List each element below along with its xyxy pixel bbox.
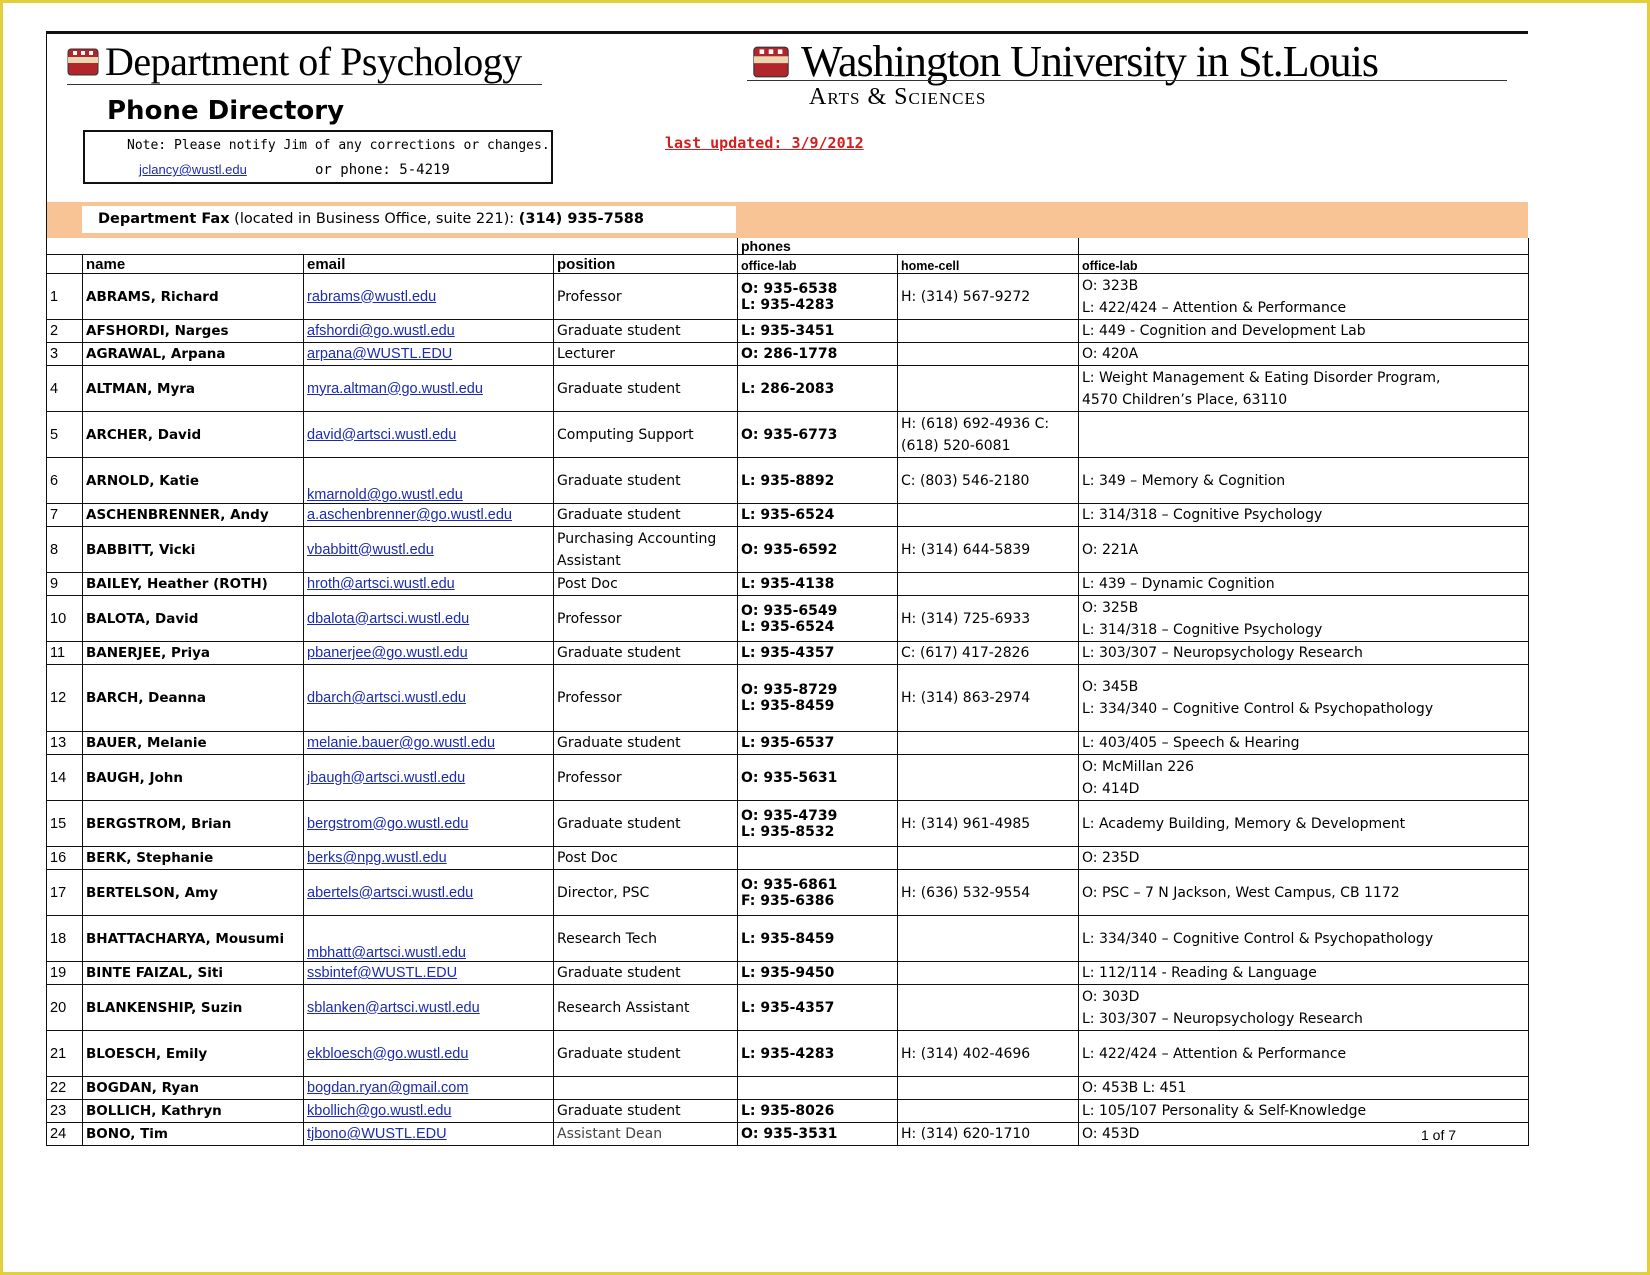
university-title: Washington University in St.Louis: [747, 36, 1378, 87]
room-line: O: 414D: [1082, 780, 1140, 797]
email-cell: [304, 504, 554, 527]
office-lab-phone: [738, 527, 898, 573]
email-link[interactable]: tjbono@WUSTL.EDU: [307, 1126, 447, 1142]
office-lab-phone: [738, 1100, 898, 1123]
table-row: [47, 573, 1529, 596]
office-lab-room: [1079, 985, 1529, 1031]
email-link[interactable]: david@artsci.wustl.edu: [307, 426, 457, 443]
fax-band: [46, 202, 1528, 238]
email-cell: [304, 1031, 554, 1077]
office-lab-phone: [738, 366, 898, 412]
email-cell: [304, 573, 554, 596]
column-header-row: [47, 255, 1529, 274]
office-lab-phone: [738, 504, 898, 527]
email-cell: [304, 458, 554, 504]
person-name: BABBITT, Vicki: [83, 527, 304, 573]
phone-line: O: 935-6592: [741, 541, 838, 558]
row-number: 22: [47, 1077, 83, 1100]
row-number: 21: [47, 1031, 83, 1077]
email-link[interactable]: afshordi@go.wustl.edu: [307, 323, 455, 339]
email-cell: [304, 801, 554, 847]
col-position: position: [554, 255, 738, 274]
email-link[interactable]: hroth@artsci.wustl.edu: [307, 576, 455, 592]
email-link[interactable]: berks@npg.wustl.edu: [307, 850, 447, 866]
email-link[interactable]: bergstrom@go.wustl.edu: [307, 815, 469, 832]
office-lab-room: [1079, 732, 1529, 755]
person-name: BERK, Stephanie: [83, 847, 304, 870]
email-cell: [304, 755, 554, 801]
phone-line: L: 935-3451: [741, 323, 835, 339]
home-cell-phone: [898, 732, 1079, 755]
office-lab-room: [1079, 962, 1529, 985]
office-lab-phone: [738, 916, 898, 962]
row-number: 2: [47, 320, 83, 343]
email-cell: [304, 320, 554, 343]
phones-group-header: phones: [738, 238, 1079, 255]
position: Graduate student: [554, 458, 738, 504]
email-cell: [304, 847, 554, 870]
person-name: BONO, Tim: [83, 1123, 304, 1146]
phone-line: L: 935-6524: [741, 507, 835, 523]
office-lab-phone: [738, 732, 898, 755]
directory-table: [46, 238, 1529, 1146]
email-cell: [304, 916, 554, 962]
room-line: L: 422/424 – Attention & Performance: [1082, 1045, 1347, 1062]
home-cell-phone: H: (314) 620-1710: [898, 1123, 1079, 1146]
office-lab-phone: [738, 320, 898, 343]
room-line: O: 235D: [1082, 850, 1140, 866]
position: Purchasing Accounting Assistant: [554, 527, 738, 573]
email-link[interactable]: kmarnold@go.wustl.edu: [307, 487, 463, 503]
email-link[interactable]: abertels@artsci.wustl.edu: [307, 884, 474, 901]
room-line: L: 314/318 – Cognitive Psychology: [1082, 507, 1323, 523]
note-text: Note: Please notify Jim of any corrections or changes.: [127, 138, 550, 153]
page-number: 1 of 7: [1421, 1127, 1457, 1143]
office-lab-phone: [738, 596, 898, 642]
phone-line: O: 935-6861: [741, 876, 838, 893]
room-line: O: 453B L: 451: [1082, 1080, 1187, 1096]
office-lab-phone: [738, 870, 898, 916]
office-lab-phone: [738, 573, 898, 596]
home-cell-phone: [898, 320, 1079, 343]
position: Graduate student: [554, 642, 738, 665]
office-lab-room: [1079, 755, 1529, 801]
row-number: 15: [47, 801, 83, 847]
email-link[interactable]: vbabbitt@wustl.edu: [307, 541, 434, 558]
position: [554, 1077, 738, 1100]
person-name: ABRAMS, Richard: [83, 274, 304, 320]
office-lab-room: [1079, 527, 1529, 573]
office-lab-room: [1079, 320, 1529, 343]
room-line: L: 334/340 – Cognitive Control & Psychopathology: [1082, 701, 1434, 717]
email-link[interactable]: pbanerjee@go.wustl.edu: [307, 645, 468, 661]
table-row: [47, 412, 1529, 458]
room-line: O: 303D: [1082, 988, 1140, 1005]
phone-line: L: 935-8532: [741, 823, 835, 840]
table-row: [47, 274, 1529, 320]
room-line: L: 303/307 – Neuropsychology Research: [1082, 645, 1363, 661]
room-line: L: Academy Building, Memory & Development: [1082, 815, 1406, 832]
person-name: BHATTACHARYA, Mousumi: [83, 916, 304, 962]
table-row: [47, 870, 1529, 916]
office-lab-room: [1079, 916, 1529, 962]
phone-line: O: 935-3531: [741, 1126, 838, 1142]
room-line: L: 403/405 – Speech & Hearing: [1082, 735, 1300, 751]
home-cell-phone: [898, 985, 1079, 1031]
person-name: BOGDAN, Ryan: [83, 1077, 304, 1100]
office-lab-room: [1079, 412, 1529, 458]
row-number: 23: [47, 1100, 83, 1123]
table-row: [47, 1077, 1529, 1100]
table-row: [47, 504, 1529, 527]
table-row: [47, 665, 1529, 732]
room-line: O: 345B: [1082, 679, 1139, 695]
row-number: 9: [47, 573, 83, 596]
office-lab-phone: [738, 985, 898, 1031]
person-name: BAUGH, John: [83, 755, 304, 801]
table-row: [47, 596, 1529, 642]
office-lab-room: [1079, 573, 1529, 596]
office-lab-room: [1079, 343, 1529, 366]
row-number: 11: [47, 642, 83, 665]
email-cell: [304, 1100, 554, 1123]
office-lab-room: [1079, 274, 1529, 320]
room-line: L: 449 - Cognition and Development Lab: [1082, 323, 1366, 339]
office-lab-room: [1079, 1031, 1529, 1077]
person-name: BOLLICH, Kathryn: [83, 1100, 304, 1123]
row-number: 17: [47, 870, 83, 916]
home-cell-phone: [898, 1100, 1079, 1123]
position: Graduate student: [554, 320, 738, 343]
room-line: O: 325B: [1082, 599, 1139, 616]
last-updated: last updated: 3/9/2012: [665, 134, 864, 152]
position: Post Doc: [554, 847, 738, 870]
email-cell: [304, 366, 554, 412]
email-link[interactable]: sblanken@artsci.wustl.edu: [307, 999, 480, 1016]
position: Graduate student: [554, 1031, 738, 1077]
department-title: Department of Psychology: [67, 38, 522, 85]
home-cell-phone: [898, 366, 1079, 412]
page-header: [46, 34, 1528, 202]
email-link[interactable]: myra.altman@go.wustl.edu: [307, 380, 483, 397]
person-name: ARNOLD, Katie: [83, 458, 304, 504]
email-link[interactable]: ekbloesch@go.wustl.edu: [307, 1045, 469, 1062]
email-link[interactable]: mbhatt@artsci.wustl.edu: [307, 945, 466, 961]
university-shield-icon: [67, 48, 99, 76]
table-row: [47, 755, 1529, 801]
email-cell: [304, 412, 554, 458]
email-link[interactable]: bogdan.ryan@gmail.com: [307, 1080, 469, 1096]
position: Graduate student: [554, 732, 738, 755]
email-link[interactable]: a.aschenbrenner@go.wustl.edu: [307, 507, 512, 523]
row-number: 1: [47, 274, 83, 320]
row-number: 14: [47, 755, 83, 801]
phone-line: O: 286-1778: [741, 346, 838, 362]
office-lab-room: [1079, 1123, 1529, 1146]
row-number: 6: [47, 458, 83, 504]
position: Post Doc: [554, 573, 738, 596]
home-cell-phone: [898, 343, 1079, 366]
home-cell-phone: [898, 755, 1079, 801]
email-link[interactable]: kbollich@go.wustl.edu: [307, 1103, 452, 1119]
position: Lecturer: [554, 343, 738, 366]
row-number: 20: [47, 985, 83, 1031]
row-number: 4: [47, 366, 83, 412]
email-cell: [304, 870, 554, 916]
row-number: 3: [47, 343, 83, 366]
phone-line: L: 286-2083: [741, 380, 835, 397]
office-lab-room: [1079, 596, 1529, 642]
table-row: [47, 985, 1529, 1031]
table-row: [47, 1123, 1529, 1146]
email-cell: [304, 732, 554, 755]
row-number: 5: [47, 412, 83, 458]
position: Professor: [554, 596, 738, 642]
phone-line: L: 935-9450: [741, 965, 835, 981]
room-line: O: PSC – 7 N Jackson, West Campus, CB 1172: [1082, 884, 1400, 901]
phone-line: L: 935-8459: [741, 930, 835, 947]
room-line: L: 349 – Memory & Cognition: [1082, 472, 1286, 489]
office-lab-room: [1079, 1100, 1529, 1123]
phone-line: L: 935-4357: [741, 999, 835, 1016]
position: Graduate student: [554, 962, 738, 985]
position: Director, PSC: [554, 870, 738, 916]
email-link[interactable]: rabrams@wustl.edu: [307, 288, 437, 305]
row-number: 24: [47, 1123, 83, 1146]
person-name: BAUER, Melanie: [83, 732, 304, 755]
office-lab-room: [1079, 504, 1529, 527]
person-name: ASCHENBRENNER, Andy: [83, 504, 304, 527]
home-cell-phone: C: (617) 417-2826: [898, 642, 1079, 665]
phone-line: O: 935-6549: [741, 602, 838, 619]
office-lab-room: [1079, 801, 1529, 847]
table-row: [47, 366, 1529, 412]
phone-line: O: 935-6773: [741, 426, 838, 443]
person-name: BAILEY, Heather (ROTH): [83, 573, 304, 596]
office-lab-room: [1079, 847, 1529, 870]
table-row: [47, 732, 1529, 755]
department-fax: Department Fax (located in Business Office, suite 221): (314) 935-7588: [82, 206, 736, 233]
position: Professor: [554, 665, 738, 732]
row-number: 10: [47, 596, 83, 642]
office-lab-phone: [738, 755, 898, 801]
home-cell-phone: H: (314) 644-5839: [898, 527, 1079, 573]
phone-line: L: 935-8459: [741, 698, 835, 714]
office-lab-phone: [738, 847, 898, 870]
note-phone: or phone: 5-4219: [315, 162, 450, 178]
office-lab-phone: [738, 1123, 898, 1146]
college-subtitle: Arts & Sciences: [809, 84, 987, 110]
home-cell-phone: H: (636) 532-9554: [898, 870, 1079, 916]
table-row: [47, 801, 1529, 847]
room-line: L: Weight Management & Eating Disorder Program,: [1082, 369, 1441, 386]
table-row: [47, 458, 1529, 504]
phone-line: L: 935-8026: [741, 1103, 835, 1119]
phone-line: O: 935-6538: [741, 280, 838, 297]
office-lab-phone: [738, 642, 898, 665]
room-line: O: 453D: [1082, 1126, 1140, 1142]
position: Assistant Dean: [554, 1123, 738, 1146]
office-lab-phone: [738, 801, 898, 847]
person-name: BANERJEE, Priya: [83, 642, 304, 665]
email-link[interactable]: jbaugh@artsci.wustl.edu: [307, 769, 466, 786]
position: Professor: [554, 274, 738, 320]
phone-line: O: 935-4739: [741, 807, 838, 824]
table-row: [47, 916, 1529, 962]
home-cell-phone: H: (314) 961-4985: [898, 801, 1079, 847]
phone-line: O: 935-8729: [741, 682, 838, 698]
person-name: BERGSTROM, Brian: [83, 801, 304, 847]
email-cell: [304, 665, 554, 732]
email-cell: [304, 343, 554, 366]
position: Graduate student: [554, 366, 738, 412]
home-cell-phone: [898, 916, 1079, 962]
room-line: O: McMillan 226: [1082, 758, 1195, 775]
home-cell-phone: H: (314) 725-6933: [898, 596, 1079, 642]
table-row: [47, 847, 1529, 870]
home-cell-phone: H: (314) 402-4696: [898, 1031, 1079, 1077]
email-link[interactable]: ssbintef@WUSTL.EDU: [307, 965, 458, 981]
corrections-note: [83, 130, 553, 184]
office-lab-room: [1079, 642, 1529, 665]
table-row: [47, 343, 1529, 366]
phone-line: L: 935-4357: [741, 645, 835, 661]
office-lab-phone: [738, 1031, 898, 1077]
phone-line: O: 935-5631: [741, 769, 838, 786]
office-lab-room: [1079, 458, 1529, 504]
row-number: 7: [47, 504, 83, 527]
col-office-lab-phone: office-lab: [738, 255, 898, 274]
position: Graduate student: [554, 1100, 738, 1123]
phone-line: L: 935-8892: [741, 472, 835, 489]
table-row: [47, 962, 1529, 985]
phone-line: L: 935-6524: [741, 618, 835, 635]
last-updated-date: 3/9/2012: [791, 134, 864, 152]
office-lab-room: [1079, 665, 1529, 732]
home-cell-phone: [898, 962, 1079, 985]
table-row: [47, 527, 1529, 573]
person-name: BINTE FAIZAL, Siti: [83, 962, 304, 985]
home-cell-phone: H: (314) 567-9272: [898, 274, 1079, 320]
person-name: ALTMAN, Myra: [83, 366, 304, 412]
phone-line: L: 935-4283: [741, 296, 835, 313]
room-line: L: 334/340 – Cognitive Control & Psychopathology: [1082, 930, 1434, 947]
email-cell: [304, 985, 554, 1031]
phone-line: L: 935-4138: [741, 576, 835, 592]
col-office-lab-room: office-lab: [1079, 255, 1529, 274]
person-name: BLOESCH, Emily: [83, 1031, 304, 1077]
email-link[interactable]: melanie.bauer@go.wustl.edu: [307, 735, 496, 751]
table-row: [47, 642, 1529, 665]
office-lab-phone: [738, 274, 898, 320]
room-line: 4570 Children’s Place, 63110: [1082, 391, 1288, 408]
home-cell-phone: [898, 573, 1079, 596]
page-title: Phone Directory: [107, 96, 345, 126]
row-number: 19: [47, 962, 83, 985]
room-line: L: 112/114 - Reading & Language: [1082, 965, 1317, 981]
email-cell: [304, 596, 554, 642]
office-lab-phone: [738, 343, 898, 366]
row-number: 13: [47, 732, 83, 755]
room-line: O: 221A: [1082, 541, 1139, 558]
home-cell-phone: [898, 504, 1079, 527]
email-cell: [304, 1077, 554, 1100]
position: Graduate student: [554, 504, 738, 527]
table-row: [47, 1100, 1529, 1123]
person-name: BALOTA, David: [83, 596, 304, 642]
position: Professor: [554, 755, 738, 801]
email-link[interactable]: dbalota@artsci.wustl.edu: [307, 610, 470, 627]
table-row: [47, 1031, 1529, 1077]
university-shield-icon: [747, 46, 795, 78]
row-number: 12: [47, 665, 83, 732]
person-name: BERTELSON, Amy: [83, 870, 304, 916]
office-lab-phone: [738, 1077, 898, 1100]
home-cell-phone: H: (314) 863-2974: [898, 665, 1079, 732]
office-lab-room: [1079, 870, 1529, 916]
office-lab-phone: [738, 665, 898, 732]
person-name: ARCHER, David: [83, 412, 304, 458]
office-lab-phone: [738, 458, 898, 504]
phone-line: F: 935-6386: [741, 892, 835, 909]
position: Research Assistant: [554, 985, 738, 1031]
position: Research Tech: [554, 916, 738, 962]
person-name: AFSHORDI, Narges: [83, 320, 304, 343]
home-cell-phone: [898, 1077, 1079, 1100]
email-cell: [304, 962, 554, 985]
email-link[interactable]: arpana@WUSTL.EDU: [307, 346, 453, 362]
person-name: BLANKENSHIP, Suzin: [83, 985, 304, 1031]
office-lab-room: [1079, 1077, 1529, 1100]
email-link[interactable]: dbarch@artsci.wustl.edu: [307, 690, 466, 706]
note-email-link[interactable]: jclancy@wustl.edu: [139, 162, 247, 177]
email-cell: [304, 642, 554, 665]
home-cell-phone: C: (803) 546-2180: [898, 458, 1079, 504]
room-line: L: 314/318 – Cognitive Psychology: [1082, 621, 1323, 638]
row-number: 18: [47, 916, 83, 962]
directory-sheet: [46, 31, 1528, 1146]
person-name: AGRAWAL, Arpana: [83, 343, 304, 366]
row-number: 8: [47, 527, 83, 573]
email-cell: [304, 527, 554, 573]
home-cell-phone: [898, 847, 1079, 870]
room-line: L: 105/107 Personality & Self-Knowledge: [1082, 1103, 1367, 1119]
email-cell: [304, 274, 554, 320]
phone-line: L: 935-4283: [741, 1045, 835, 1062]
room-line: O: 420A: [1082, 346, 1139, 362]
table-row: [47, 320, 1529, 343]
office-lab-phone: [738, 962, 898, 985]
person-name: BARCH, Deanna: [83, 665, 304, 732]
col-home-cell: home-cell: [898, 255, 1079, 274]
phone-line: L: 935-6537: [741, 735, 835, 751]
col-email: email: [304, 255, 554, 274]
room-line: O: 323B: [1082, 277, 1139, 294]
office-lab-room: [1079, 366, 1529, 412]
row-number: 16: [47, 847, 83, 870]
office-lab-phone: [738, 412, 898, 458]
home-cell-phone: H: (618) 692-4936 C: (618) 520-6081: [898, 412, 1079, 458]
col-name: name: [83, 255, 304, 274]
room-line: L: 303/307 – Neuropsychology Research: [1082, 1010, 1363, 1027]
room-line: L: 439 – Dynamic Cognition: [1082, 576, 1275, 592]
position: Computing Support: [554, 412, 738, 458]
position: Graduate student: [554, 801, 738, 847]
email-cell: [304, 1123, 554, 1146]
room-line: L: 422/424 – Attention & Performance: [1082, 299, 1347, 316]
